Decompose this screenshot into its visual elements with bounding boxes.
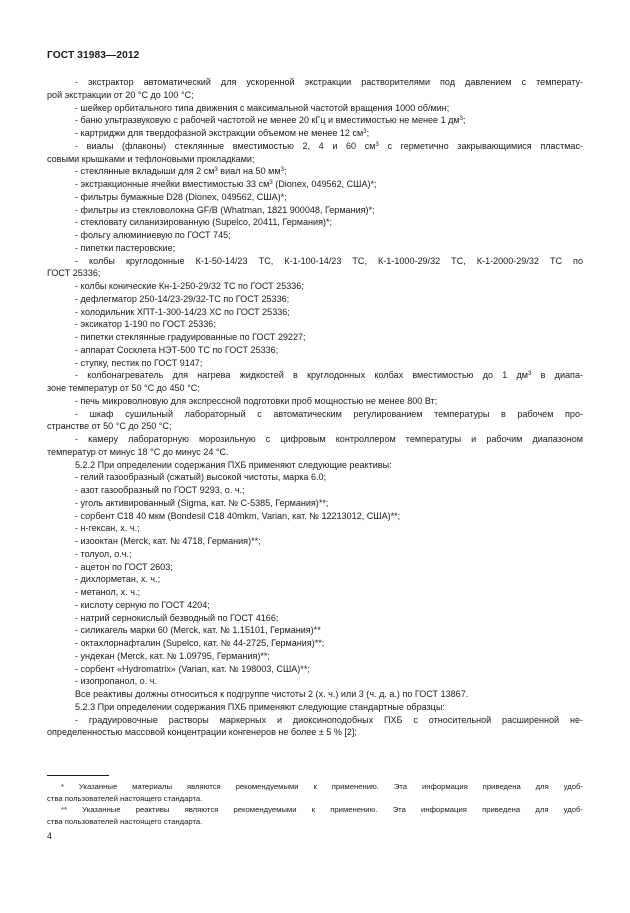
footnote-text: ства пользователей настоящего стандарта.: [47, 793, 203, 803]
footnote-line: [47, 781, 583, 793]
text-line: [47, 280, 583, 293]
text-line: [47, 599, 583, 612]
line-text: - уголь активированный (Sigma, кат. № С-5385, Германия)**;: [75, 497, 329, 508]
line-text: ;: [462, 115, 466, 126]
line-text: - фольгу алюминиевую по ГОСТ 745;: [75, 230, 231, 240]
text-line: [47, 612, 583, 625]
text-line: [47, 522, 583, 535]
line-text: 5.2.3 При определении содержания ПХБ применяют следующие стандартные образцы:: [75, 701, 445, 712]
text-line: [47, 191, 583, 204]
line-text: - шкаф сушильный лабораторный с автоматическим регулированием температуры в рабочем про-: [75, 408, 583, 419]
line-text: ;: [366, 128, 370, 138]
text-line: [47, 369, 583, 382]
line-text: - сорбент «Hydromatrix» (Varian, кат. № 198003, США)**;: [75, 663, 310, 674]
line-text: Все реактивы должны относиться к подгруппе чистоты 2 (х. ч.) или 3 (ч. д. а.) по ГОСТ 13867.: [75, 689, 469, 699]
line-text: - кислоту серную по ГОСТ 4204;: [75, 599, 210, 610]
line-text: - ступку, пестик по ГОСТ 9147;: [75, 357, 203, 368]
footnote-line: [47, 804, 583, 816]
line-text: - дихлорметан, х. ч.;: [75, 574, 161, 585]
text-line: [47, 229, 583, 242]
line-text: зоне температур от 50 °С до 450 °С;: [47, 383, 200, 393]
text-line: [47, 561, 583, 574]
text-line: [47, 178, 583, 191]
text-line: [47, 114, 583, 127]
text-line: [47, 446, 583, 459]
footnote-text: ства пользователей настоящего стандарта.: [47, 816, 203, 826]
text-line: [47, 357, 583, 370]
line-text: - октахлорнафталин (Supelco, кат. № 44-2725, Германия)**;: [75, 638, 325, 648]
line-text: - сорбент С18 40 мкм (Bondesil C18 40mkm, Varian, кат. № 12213012, США)**;: [75, 510, 401, 521]
text-line: [47, 726, 583, 739]
text-line: [47, 216, 583, 229]
text-line: [47, 420, 583, 433]
line-text: - изооктан (Merck, кат. № 4718, Германия)**;: [75, 536, 261, 546]
text-line: [47, 102, 583, 115]
line-text: - эксикатор 1-190 по ГОСТ 25336;: [75, 319, 216, 330]
line-text: - камеру лабораторную морозильную с цифровым контроллером температуры и рабочим диапазоном: [75, 434, 583, 444]
line-text: виал на 50 мм: [217, 166, 281, 177]
line-text: рой экстракции от 20 °С до 100 °С;: [47, 89, 194, 100]
text-line: [47, 204, 583, 217]
text-line: [47, 255, 583, 268]
line-text: - ацетон по ГОСТ 2603;: [75, 561, 173, 572]
line-text: с герметично закрывающимися пластмас-: [378, 140, 583, 151]
text-line: [47, 497, 583, 510]
page-number: 4: [47, 831, 53, 841]
line-text: - фильтры бумажные D28 (Dionex, 049562, США)*;: [75, 191, 287, 202]
line-text: 5.2.2 При определении содержания ПХБ применяют следующие реактивы:: [75, 459, 392, 470]
line-text: - метанол, х. ч.;: [75, 587, 140, 597]
text-line: [47, 89, 583, 102]
line-text: - холодильник ХПТ-1-300-14/23 ХС по ГОСТ 25336;: [75, 306, 290, 317]
line-text: ГОСТ 25336;: [47, 268, 101, 279]
text-line: [47, 395, 583, 408]
line-text: - стекловату силанизированную (Supelco, 20411, Германия)*;: [75, 217, 333, 228]
line-text: - н-гексан, х. ч.;: [75, 523, 140, 534]
line-text: ;: [283, 166, 287, 177]
document-header: ГОСТ 31983—2012: [47, 50, 140, 61]
line-text: - виалы (флаконы) стеклянные вместимостью 2, 4 и 60 см: [75, 140, 376, 151]
line-text: - колбы круглодонные К-1-50-14/23 ТС, К-1-100-14/23 ТС, К-1-1000-29/32 ТС, К-1-2000-29/32 ТС по: [75, 255, 583, 266]
document-body: [47, 76, 583, 739]
text-line: [47, 675, 583, 688]
text-line: [47, 586, 583, 599]
line-text: - экстракционные ячейки вместимостью 33 см: [75, 179, 270, 189]
line-text: - аппарат Сосклета НЭТ-500 ТС по ГОСТ 25336;: [75, 344, 279, 355]
line-text: - печь микроволновую для экспрессной подготовки проб мощностью не менее 800 Вт;: [75, 395, 438, 406]
text-line: [47, 140, 583, 153]
footnote-text: * Указанные материалы являются рекомендуемыми к применению. Эта информация приведена для удоб-: [61, 782, 583, 791]
text-line: [47, 433, 583, 446]
text-line: [47, 165, 583, 178]
line-text: - силикагель марки 60 (Merck, кат. № 1.15101, Германия)**: [75, 625, 321, 636]
line-text: - колбы конические Кн-1-250-29/32 ТС по ГОСТ 25336;: [75, 281, 304, 291]
text-line: [47, 484, 583, 497]
line-text: - ундекан (Merck, кат. № 1.09795, Германия)**;: [75, 650, 270, 661]
text-line: [47, 624, 583, 637]
text-line: [47, 242, 583, 255]
text-line: [47, 650, 583, 663]
text-line: [47, 573, 583, 586]
text-line: [47, 714, 583, 727]
line-text: - пипетки пастеровские;: [75, 242, 176, 253]
text-line: [47, 267, 583, 280]
footnote-separator: [47, 775, 109, 776]
text-line: [47, 637, 583, 650]
text-line: [47, 459, 583, 472]
superscript: 3: [214, 167, 218, 174]
line-text: - картриджи для твердофазной экстракции объемом не менее 12 см: [75, 128, 364, 138]
footnote-line: [47, 816, 583, 828]
text-line: [47, 382, 583, 395]
line-text: - фильтры из стекловолокна GF/B (Whatman, 1821 900048, Германия)*;: [75, 204, 375, 215]
text-line: [47, 127, 583, 140]
line-text: (Dionex, 049562, США)*;: [272, 179, 377, 189]
line-text: - натрий сернокислый безводный по ГОСТ 4166;: [75, 612, 279, 623]
footnote-line: [47, 793, 583, 805]
superscript: 3: [269, 180, 273, 186]
text-line: [47, 344, 583, 357]
superscript: 3: [375, 141, 379, 148]
line-text: - стеклянные вкладыши для 2 см: [75, 166, 215, 177]
line-text: - дефлегматор 250-14/23-29/32-ТС по ГОСТ 25336;: [75, 293, 290, 304]
superscript: 3: [459, 116, 463, 123]
text-line: [47, 331, 583, 344]
line-text: - азот газообразный по ГОСТ 9293, о. ч.;: [75, 485, 245, 495]
line-text: - колбонагреватель для нагрева жидкостей в круглодонных колбах вместимостью до 1 дм: [75, 370, 529, 381]
text-line: [47, 153, 583, 166]
text-line: [47, 293, 583, 306]
text-line: [47, 548, 583, 561]
line-text: в диапа-: [531, 370, 583, 381]
line-text: - толуол, о.ч.;: [75, 548, 132, 559]
text-line: [47, 535, 583, 548]
footnotes: [47, 781, 583, 827]
superscript: 3: [528, 371, 532, 378]
text-line: [47, 76, 583, 89]
line-text: - градуировочные растворы маркерных и диоксиноподобных ПХБ с относительной расширенной не-: [75, 714, 583, 725]
text-line: [47, 306, 583, 319]
text-line: [47, 471, 583, 484]
line-text: температур от минус 18 °С до минус 24 °С.: [47, 446, 229, 457]
line-text: - гелий газообразный (сжатый) высокой чистоты, марка 6.0;: [75, 472, 327, 483]
text-line: [47, 510, 583, 523]
line-text: - изопропанол, о. ч.: [75, 676, 157, 687]
text-line: [47, 688, 583, 701]
text-line: [47, 318, 583, 331]
line-text: - шейкер орбитального типа движения с максимальной частотой вращения 1000 об/мин;: [75, 102, 450, 113]
line-text: совыми крышками и тефлоновыми прокладками;: [47, 153, 255, 164]
footnote-text: ** Указанные реактивы являются рекомендуемыми к применению. Эта информация приведена для удоб-: [61, 805, 583, 815]
line-text: - баню ультразвуковую с рабочей частотой не менее 20 кГц и вместимостью не менее 1 дм: [75, 115, 460, 126]
line-text: - экстрактор автоматический для ускоренной экстракции растворителями под давлением с температу-: [75, 77, 583, 87]
line-text: определенностью массовой концентрации конгенеров не более ± 5 % [2];: [47, 727, 357, 738]
line-text: - пипетки стеклянные градуированные по ГОСТ 29227;: [75, 332, 306, 342]
line-text: странстве от 50 °С до 250 °С;: [47, 421, 172, 432]
text-line: [47, 701, 583, 714]
superscript: 3: [363, 129, 367, 135]
superscript: 3: [280, 167, 284, 174]
text-line: [47, 408, 583, 421]
text-line: [47, 663, 583, 676]
